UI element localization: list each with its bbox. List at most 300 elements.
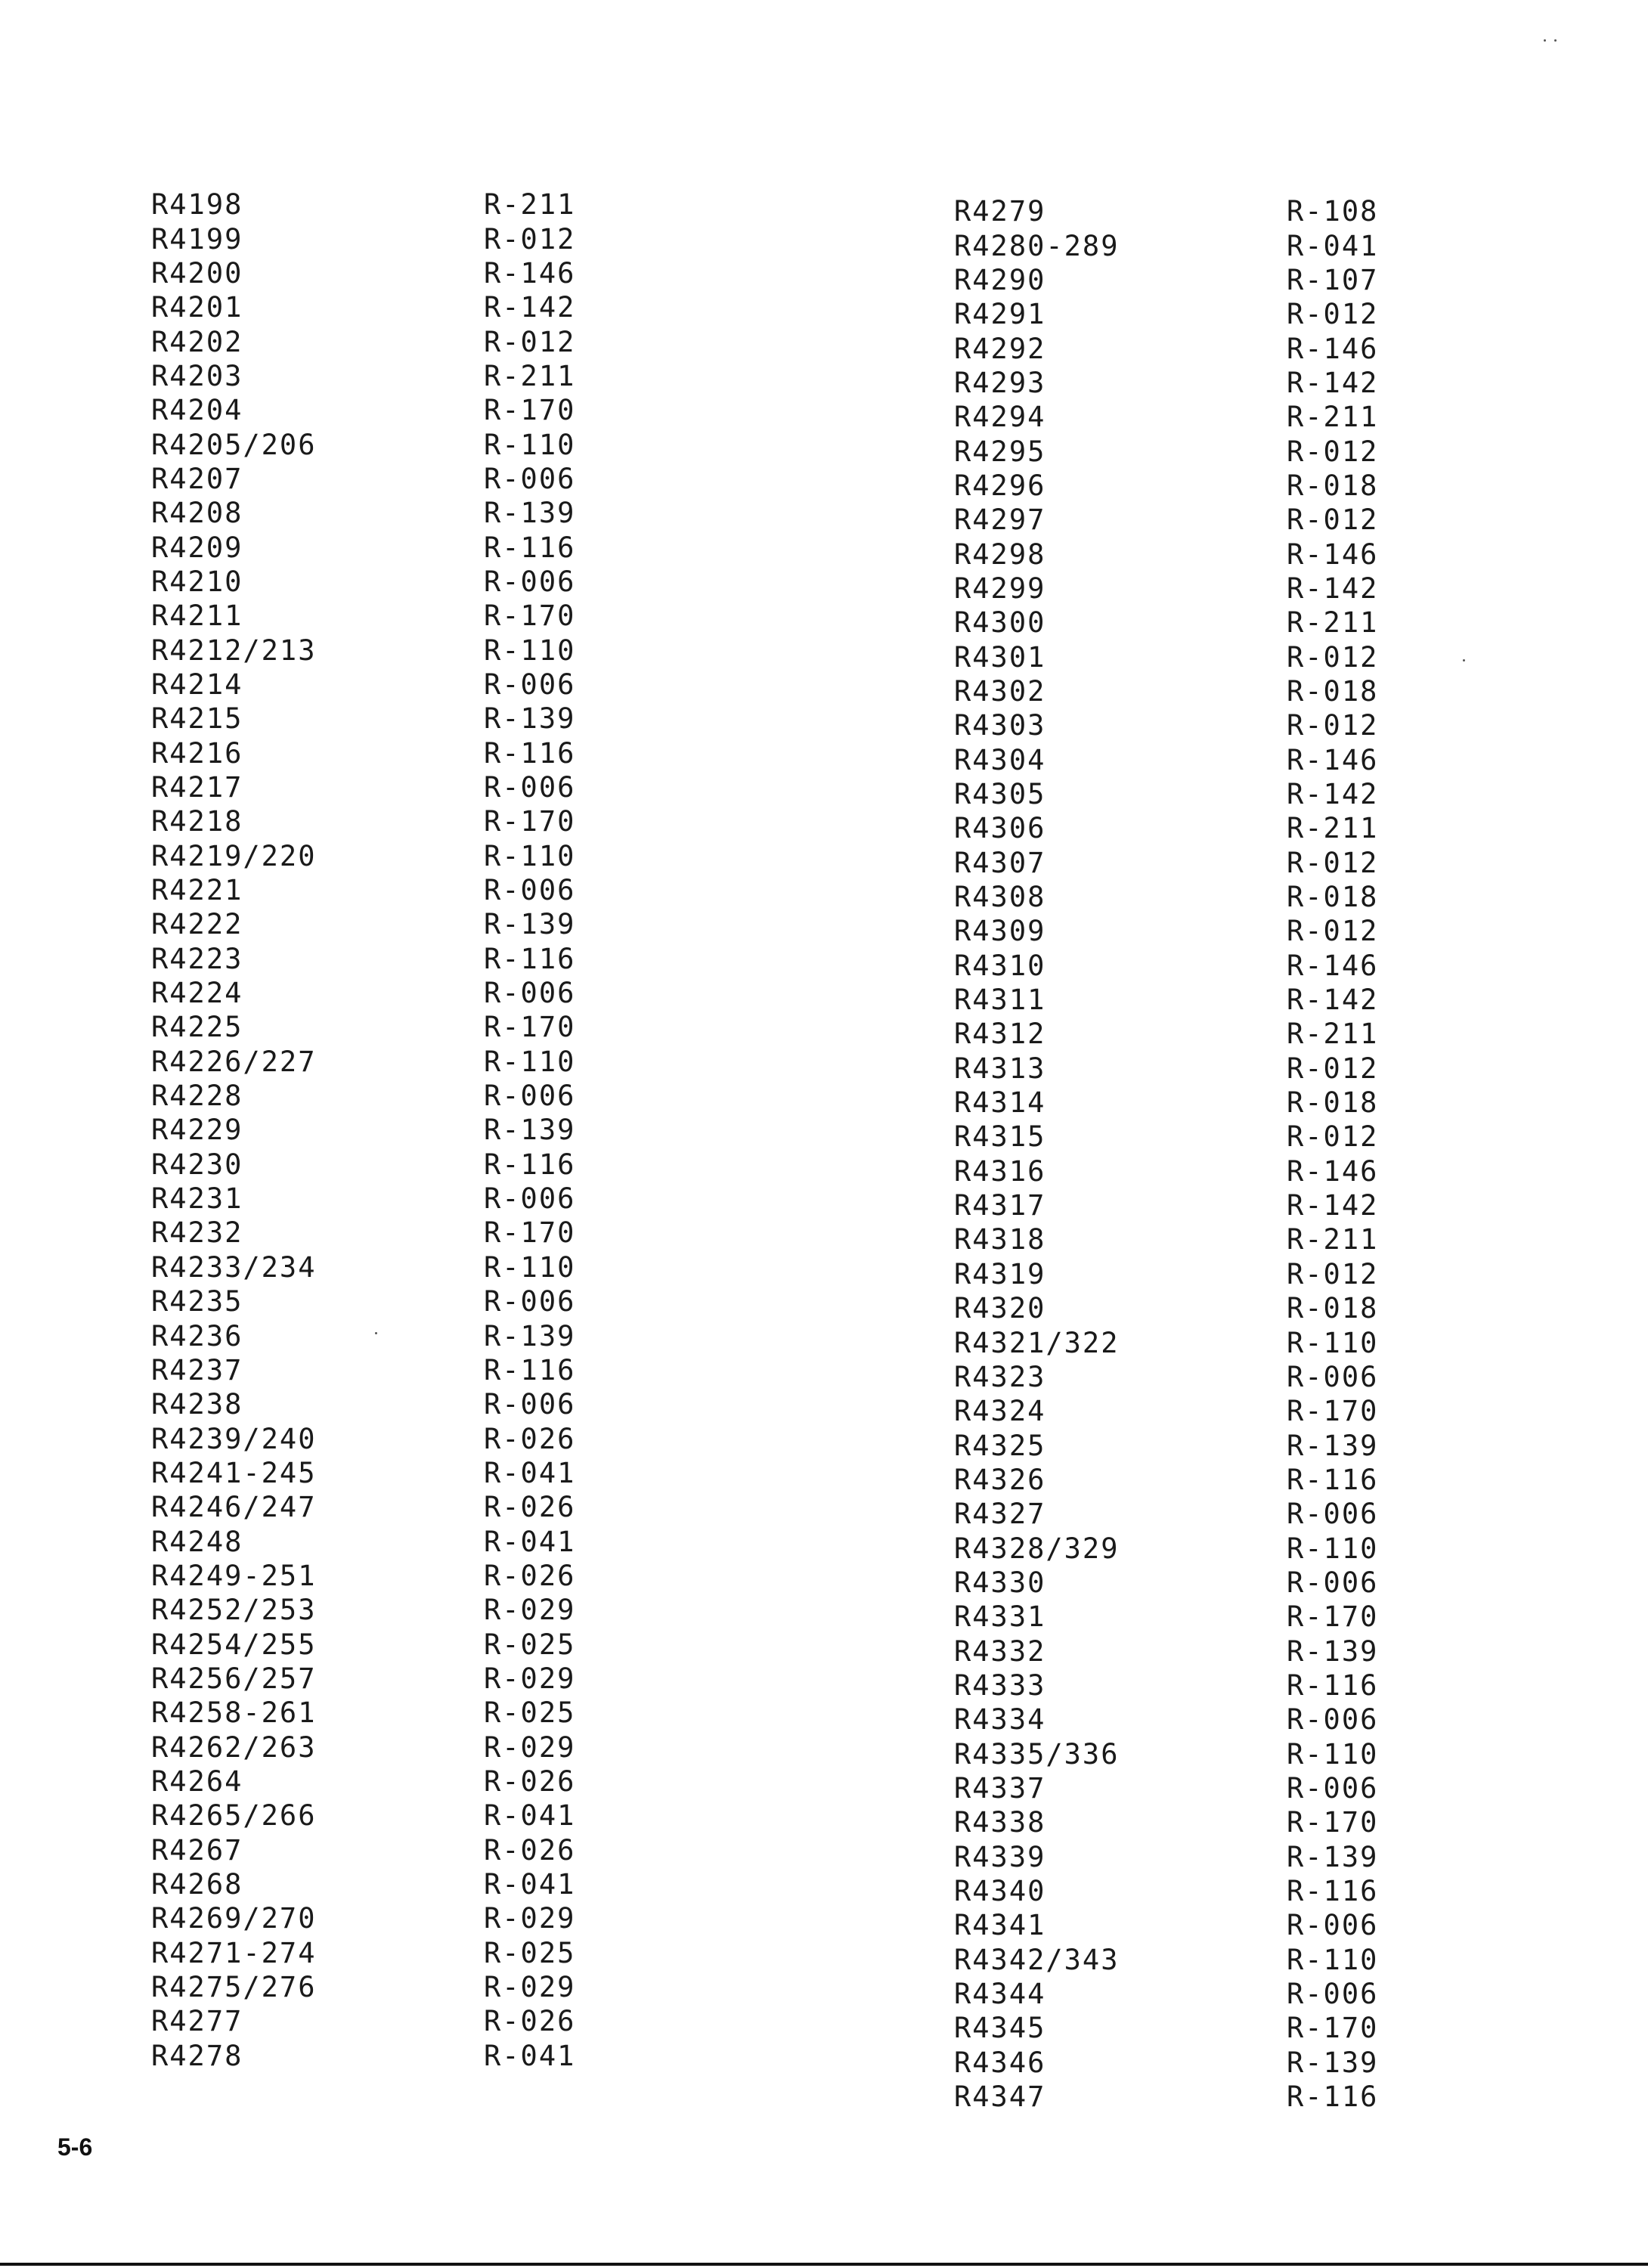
reference-designator: R4315 [954, 1120, 1046, 1154]
reference-designator: R4303 [954, 709, 1046, 742]
part-code: R-012 [1287, 435, 1379, 468]
part-code: R-026 [484, 1491, 576, 1524]
list-item [954, 1188, 1453, 1222]
list-item [151, 1318, 650, 1352]
list-item [954, 1120, 1453, 1154]
reference-designator: R4338 [954, 1806, 1046, 1839]
part-code: R-211 [1287, 812, 1379, 845]
reference-designator: R4224 [151, 977, 243, 1010]
list-item [954, 880, 1453, 914]
list-item [151, 290, 650, 324]
list-item [151, 1524, 650, 1558]
list-item [151, 2039, 650, 2073]
reference-designator: R4309 [954, 915, 1046, 948]
reference-designator: R4209 [151, 531, 243, 564]
list-item [954, 949, 1453, 983]
list-item [954, 606, 1453, 640]
reference-designator: R4246/247 [151, 1491, 317, 1524]
reference-designator: R4291 [954, 298, 1046, 331]
reference-designator: R4218 [151, 805, 243, 838]
reference-designator: R4200 [151, 256, 243, 290]
part-code: R-170 [484, 394, 576, 427]
list-item [151, 770, 650, 804]
reference-designator: R4326 [954, 1463, 1046, 1496]
part-code: R-211 [1287, 1018, 1379, 1051]
list-item [954, 708, 1453, 742]
part-code: R-116 [1287, 1463, 1379, 1496]
part-code: R-139 [484, 1319, 576, 1352]
part-code: R-029 [484, 1594, 576, 1627]
reference-designator: R4208 [151, 497, 243, 530]
list-item [151, 2004, 650, 2038]
reference-designator: R4241-245 [151, 1456, 317, 1489]
part-code: R-116 [484, 1353, 576, 1387]
list-item [151, 1353, 650, 1387]
part-code: R-170 [1287, 1600, 1379, 1634]
reference-designator: R4333 [954, 1668, 1046, 1702]
list-item [954, 2046, 1453, 2080]
reference-designator: R4199 [151, 222, 243, 256]
reference-designator: R4317 [954, 1189, 1046, 1222]
list-item [954, 1086, 1453, 1120]
reference-designator: R4347 [954, 2081, 1046, 2114]
part-code: R-116 [1287, 2081, 1379, 2114]
part-code: R-012 [484, 222, 576, 256]
reference-designator: R4332 [954, 1634, 1046, 1668]
part-code: R-139 [484, 1114, 576, 1147]
part-code: R-110 [484, 634, 576, 667]
list-item [151, 496, 650, 530]
list-item [151, 222, 650, 256]
part-code: R-170 [1287, 1395, 1379, 1428]
reference-designator: R4310 [954, 949, 1046, 982]
reference-designator: R4314 [954, 1086, 1046, 1120]
list-item [151, 1182, 650, 1216]
list-item [151, 804, 650, 838]
list-item [151, 1490, 650, 1524]
list-item [954, 1531, 1453, 1565]
list-item [954, 331, 1453, 365]
reference-designator: R4325 [954, 1429, 1046, 1462]
list-item [151, 1284, 650, 1318]
reference-designator: R4233/234 [151, 1250, 317, 1284]
list-item [954, 914, 1453, 948]
reference-designator: R4262/263 [151, 1730, 317, 1764]
list-item [151, 1216, 650, 1250]
reference-designator: R4211 [151, 600, 243, 633]
reference-designator: R4293 [954, 366, 1046, 399]
part-code: R-110 [1287, 1532, 1379, 1565]
reference-designator: R4323 [954, 1360, 1046, 1393]
reference-designator: R4290 [954, 263, 1046, 296]
list-item [151, 1696, 650, 1730]
scan-speck [1463, 659, 1465, 662]
reference-designator: R4297 [954, 503, 1046, 537]
list-item [954, 1908, 1453, 1942]
reference-designator: R4342/343 [954, 1943, 1120, 1976]
part-code: R-139 [1287, 2046, 1379, 2079]
part-code: R-110 [484, 1045, 576, 1078]
list-item [151, 668, 650, 702]
reference-designator: R4334 [954, 1703, 1046, 1737]
part-code: R-116 [1287, 1875, 1379, 1908]
list-item [954, 1566, 1453, 1600]
list-item [954, 1325, 1453, 1359]
list-item [151, 942, 650, 976]
part-code: R-006 [484, 1182, 576, 1216]
reference-designator: R4311 [954, 984, 1046, 1017]
reference-designator: R4320 [954, 1292, 1046, 1325]
reference-designator: R4236 [151, 1319, 243, 1352]
part-code: R-026 [484, 1422, 576, 1455]
part-code: R-110 [484, 428, 576, 461]
part-code: R-142 [484, 291, 576, 324]
list-item [954, 1874, 1453, 1908]
part-code: R-146 [1287, 1154, 1379, 1188]
reference-designator: R4304 [954, 743, 1046, 776]
reference-designator: R4214 [151, 668, 243, 701]
list-item [954, 572, 1453, 606]
reference-designator: R4306 [954, 812, 1046, 845]
part-code: R-170 [1287, 1806, 1379, 1839]
part-code: R-146 [484, 256, 576, 290]
reference-designator: R4339 [954, 1840, 1046, 1873]
part-code: R-110 [484, 1250, 576, 1284]
part-code: R-006 [484, 668, 576, 701]
part-code: R-006 [1287, 1360, 1379, 1393]
list-item [954, 434, 1453, 468]
list-item [151, 1867, 650, 1901]
reference-designator: R4312 [954, 1018, 1046, 1051]
list-item [954, 1463, 1453, 1497]
part-code: R-041 [484, 1525, 576, 1558]
part-code: R-026 [484, 1559, 576, 1592]
reference-designator: R4205/206 [151, 428, 317, 461]
list-item [151, 530, 650, 564]
list-item [151, 1421, 650, 1455]
reference-designator: R4269/270 [151, 1902, 317, 1935]
reference-designator: R4300 [954, 606, 1046, 640]
list-item [151, 1730, 650, 1764]
reference-designator: R4344 [954, 1978, 1046, 2011]
reference-designator: R4295 [954, 435, 1046, 468]
reference-designator: R4280-289 [954, 229, 1120, 262]
list-item [954, 1291, 1453, 1325]
list-item [151, 736, 650, 770]
reference-designator: R4225 [151, 1011, 243, 1044]
reference-designator: R4230 [151, 1148, 243, 1181]
part-code: R-029 [484, 1730, 576, 1764]
list-item [151, 1833, 650, 1867]
part-code: R-006 [1287, 1978, 1379, 2011]
part-code: R-139 [1287, 1634, 1379, 1668]
list-item [954, 743, 1453, 777]
list-item [954, 674, 1453, 708]
list-item [151, 427, 650, 461]
reference-designator: R4198 [151, 188, 243, 222]
list-item [151, 1936, 650, 1970]
part-code: R-170 [1287, 2012, 1379, 2045]
list-item [151, 1765, 650, 1799]
part-code: R-142 [1287, 984, 1379, 1017]
reference-designator: R4258-261 [151, 1696, 317, 1730]
part-code: R-116 [484, 1148, 576, 1181]
part-code: R-146 [1287, 332, 1379, 365]
part-code: R-170 [484, 1011, 576, 1044]
part-code: R-025 [484, 1696, 576, 1730]
part-code: R-211 [484, 359, 576, 392]
part-code: R-146 [1287, 743, 1379, 776]
reference-designator: R4294 [954, 401, 1046, 434]
reference-designator: R4301 [954, 640, 1046, 674]
list-item [954, 263, 1453, 297]
part-code: R-116 [484, 531, 576, 564]
reference-designator: R4229 [151, 1114, 243, 1147]
part-code: R-170 [484, 600, 576, 633]
part-code: R-006 [1287, 1566, 1379, 1599]
reference-designator: R4239/240 [151, 1422, 317, 1455]
list-item [954, 1222, 1453, 1256]
part-code: R-139 [1287, 1429, 1379, 1462]
reference-designator: R4335/336 [954, 1737, 1120, 1771]
part-code: R-041 [484, 1799, 576, 1833]
part-code: R-116 [1287, 1668, 1379, 1702]
list-item [954, 537, 1453, 571]
reference-designator: R4267 [151, 1833, 243, 1867]
reference-designator: R4201 [151, 291, 243, 324]
reference-designator: R4222 [151, 908, 243, 941]
list-item [954, 1052, 1453, 1086]
list-item [954, 1394, 1453, 1428]
list-item [954, 1257, 1453, 1291]
reference-designator: R4277 [151, 2005, 243, 2038]
part-code: R-018 [1287, 674, 1379, 708]
list-item [954, 2011, 1453, 2045]
reference-designator: R4292 [954, 332, 1046, 365]
list-item [151, 976, 650, 1010]
part-code: R-139 [484, 497, 576, 530]
list-item [151, 324, 650, 358]
part-code: R-041 [484, 2039, 576, 2072]
part-code: R-025 [484, 1628, 576, 1661]
part-code: R-107 [1287, 263, 1379, 296]
part-code: R-139 [484, 908, 576, 941]
part-code: R-170 [484, 1216, 576, 1250]
list-item [151, 1387, 650, 1421]
part-code: R-006 [484, 1080, 576, 1113]
part-code: R-018 [1287, 1086, 1379, 1120]
part-code: R-018 [1287, 469, 1379, 502]
list-item [954, 2080, 1453, 2114]
list-item [954, 1771, 1453, 1805]
scan-speck [1544, 39, 1546, 42]
list-item [954, 228, 1453, 262]
part-code: R-006 [484, 1285, 576, 1318]
reference-designator: R4215 [151, 702, 243, 736]
list-item [954, 400, 1453, 434]
reference-designator: R4231 [151, 1182, 243, 1216]
list-item [954, 1017, 1453, 1051]
part-code: R-142 [1287, 778, 1379, 811]
part-code: R-041 [484, 1456, 576, 1489]
list-item [151, 599, 650, 633]
list-item [151, 907, 650, 941]
list-item [151, 1559, 650, 1593]
reference-designator: R4254/255 [151, 1628, 317, 1661]
list-item [954, 1943, 1453, 1977]
part-code: R-170 [484, 805, 576, 838]
reference-designator: R4296 [954, 469, 1046, 502]
part-code: R-211 [1287, 606, 1379, 640]
part-code: R-006 [484, 874, 576, 907]
part-code: R-026 [484, 1833, 576, 1867]
list-item [151, 1113, 650, 1147]
list-item [151, 565, 650, 599]
part-code: R-006 [1287, 1703, 1379, 1737]
list-item [954, 503, 1453, 537]
reference-designator: R4223 [151, 942, 243, 975]
part-code: R-018 [1287, 1292, 1379, 1325]
reference-designator: R4345 [954, 2012, 1046, 2045]
reference-designator: R4238 [151, 1388, 243, 1421]
list-item [954, 1634, 1453, 1668]
part-code: R-041 [1287, 229, 1379, 262]
reference-designator: R4248 [151, 1525, 243, 1558]
part-code: R-211 [484, 188, 576, 222]
reference-designator: R4265/266 [151, 1799, 317, 1833]
reference-designator: R4216 [151, 736, 243, 770]
reference-designator: R4340 [954, 1875, 1046, 1908]
reference-designator: R4305 [954, 778, 1046, 811]
reference-designator: R4327 [954, 1498, 1046, 1531]
list-item [151, 1662, 650, 1696]
reference-designator: R4237 [151, 1353, 243, 1387]
part-code: R-012 [1287, 298, 1379, 331]
list-item [954, 1703, 1453, 1737]
reference-designator: R4202 [151, 325, 243, 358]
part-code: R-110 [1287, 1326, 1379, 1359]
reference-designator: R4210 [151, 565, 243, 598]
list-item [151, 359, 650, 393]
part-code: R-029 [484, 1902, 576, 1935]
part-code: R-012 [1287, 640, 1379, 674]
part-code: R-139 [484, 702, 576, 736]
list-item [954, 983, 1453, 1017]
reference-designator: R4328/329 [954, 1532, 1120, 1565]
scan-speck [375, 1332, 377, 1334]
part-code: R-142 [1287, 366, 1379, 399]
reference-designator: R4302 [954, 674, 1046, 708]
part-code: R-211 [1287, 1223, 1379, 1256]
part-code: R-006 [1287, 1771, 1379, 1805]
list-item [954, 366, 1453, 400]
reference-designator: R4318 [954, 1223, 1046, 1256]
reference-designator: R4207 [151, 462, 243, 495]
part-code: R-012 [484, 325, 576, 358]
reference-designator: R4275/276 [151, 1971, 317, 2004]
reference-designator: R4313 [954, 1052, 1046, 1085]
list-item [954, 1360, 1453, 1394]
part-code: R-026 [484, 2005, 576, 2038]
part-code: R-012 [1287, 1120, 1379, 1154]
list-item [954, 1668, 1453, 1703]
part-code: R-041 [484, 1868, 576, 1901]
reference-designator: R4212/213 [151, 634, 317, 667]
list-item [151, 1079, 650, 1113]
reference-designator: R4203 [151, 359, 243, 392]
list-item [151, 187, 650, 222]
reference-designator: R4278 [151, 2039, 243, 2072]
reference-designator: R4279 [954, 195, 1046, 228]
list-item [954, 1805, 1453, 1839]
reference-designator: R4268 [151, 1868, 243, 1901]
list-item [151, 1148, 650, 1182]
list-item [954, 194, 1453, 228]
part-code: R-139 [1287, 1840, 1379, 1873]
list-item [954, 1497, 1453, 1531]
part-code: R-029 [484, 1971, 576, 2004]
reference-designator: R4308 [954, 881, 1046, 914]
scan-speck [1554, 39, 1557, 42]
reference-designator: R4298 [954, 538, 1046, 571]
part-code: R-012 [1287, 1052, 1379, 1085]
list-item [151, 1627, 650, 1661]
list-item [954, 1977, 1453, 2011]
bottom-rule [0, 2263, 1648, 2266]
reference-designator: R4204 [151, 394, 243, 427]
list-item [954, 811, 1453, 845]
right-parts-list [954, 194, 1453, 2114]
list-item [954, 1154, 1453, 1188]
part-code: R-012 [1287, 846, 1379, 879]
reference-designator: R4228 [151, 1080, 243, 1113]
reference-designator: R4331 [954, 1600, 1046, 1634]
part-code: R-108 [1287, 195, 1379, 228]
list-item [151, 462, 650, 496]
part-code: R-146 [1287, 538, 1379, 571]
part-code: R-142 [1287, 572, 1379, 605]
list-item [151, 1010, 650, 1044]
part-code: R-006 [484, 771, 576, 804]
list-item [151, 393, 650, 427]
list-item [954, 640, 1453, 674]
part-code: R-146 [1287, 949, 1379, 982]
reference-designator: R4235 [151, 1285, 243, 1318]
reference-designator: R4232 [151, 1216, 243, 1250]
reference-designator: R4330 [954, 1566, 1046, 1599]
reference-designator: R4346 [954, 2046, 1046, 2079]
reference-designator: R4337 [954, 1771, 1046, 1805]
part-code: R-116 [484, 736, 576, 770]
part-code: R-211 [1287, 401, 1379, 434]
list-item [954, 1737, 1453, 1771]
part-code: R-026 [484, 1765, 576, 1798]
part-code: R-006 [484, 977, 576, 1010]
list-item [151, 873, 650, 907]
list-item [151, 1593, 650, 1627]
part-code: R-029 [484, 1662, 576, 1695]
part-code: R-006 [484, 462, 576, 495]
reference-designator: R4307 [954, 846, 1046, 879]
list-item [151, 1456, 650, 1490]
part-code: R-006 [484, 565, 576, 598]
list-item [151, 1970, 650, 2004]
part-code: R-006 [1287, 1498, 1379, 1531]
list-item [954, 469, 1453, 503]
reference-designator: R4217 [151, 771, 243, 804]
list-item [954, 1428, 1453, 1462]
list-item [151, 839, 650, 873]
